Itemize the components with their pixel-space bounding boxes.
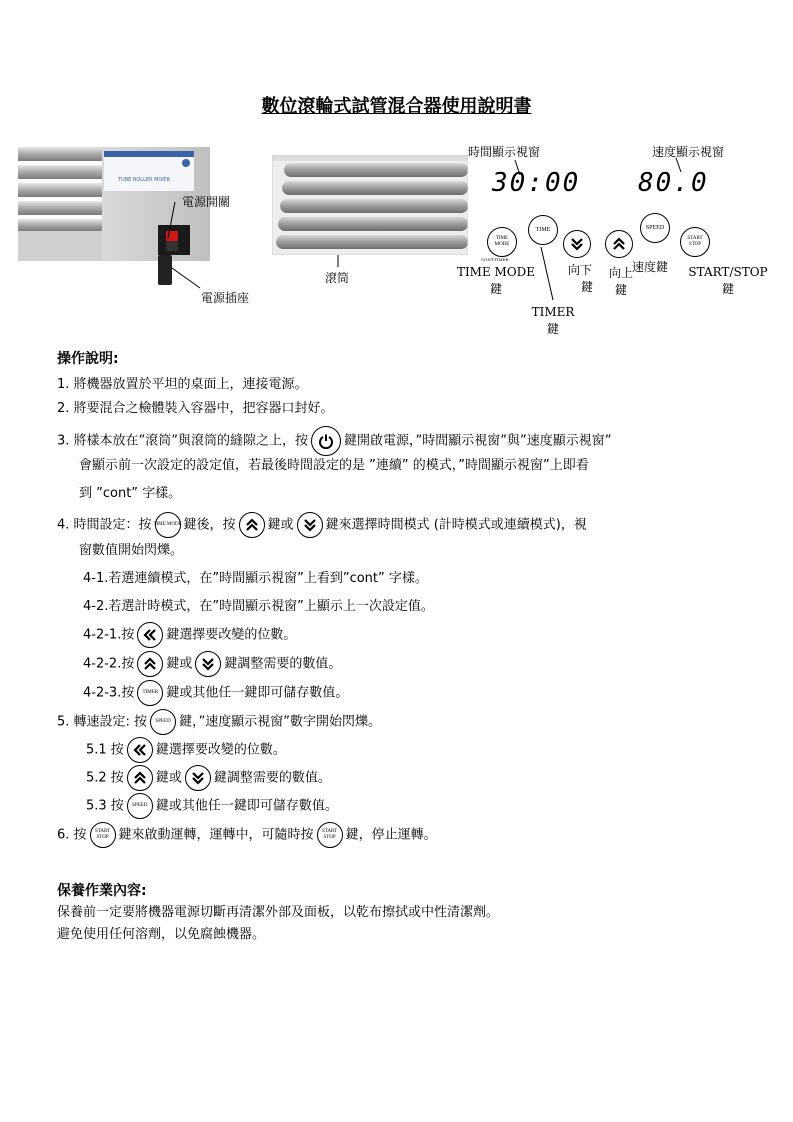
time-mode-button[interactable]: [487, 227, 517, 257]
step-4-1: 4-1.若選連續模式，在”時間顯示視窗”上看到”cont” 字樣。: [83, 571, 428, 586]
roller-illustration: [272, 155, 468, 255]
speed-button[interactable]: [640, 213, 670, 243]
step-4-2-1-text-b: 鍵選擇要改變的位數。: [166, 627, 297, 643]
timer-key-label: [525, 304, 581, 338]
step-4-text-e: 窗數值開始閃爍。: [79, 543, 184, 558]
step-4-2-2: [83, 651, 341, 677]
up-button-inline: [239, 512, 265, 538]
double-chevron-down-icon: [201, 657, 215, 671]
up-button-inline: [127, 765, 153, 791]
step-3-text-d: 到 ”cont” 字樣。: [79, 486, 182, 501]
double-chevron-left-icon: [133, 743, 147, 757]
step-6-text-a: 6. 按: [57, 827, 87, 843]
up-key-name: 向上: [608, 266, 633, 280]
time-mode-key-suffix: 鍵: [489, 282, 502, 296]
stop-inline-text: STOP: [96, 835, 109, 840]
step-4-2-2-text-c: 鍵調整需要的數值。: [224, 656, 342, 672]
time-mode-key-name: TIME MODE: [456, 265, 536, 279]
start-inline-text: START: [94, 829, 111, 834]
step-5-3-text-a: 5.3 按: [86, 798, 124, 814]
time-mode-inline-text: TIME MODE: [153, 522, 182, 527]
step-5-2-text-a: 5.2 按: [86, 770, 124, 786]
up-button[interactable]: [605, 230, 633, 258]
speed-key-label: 速度鍵: [632, 260, 669, 274]
double-chevron-up-icon: [245, 518, 259, 532]
page-title: 數位滾輪式試管混合器使用說明書: [261, 96, 532, 117]
step-4-text-a: 4. 時間設定：按: [57, 517, 152, 533]
double-chevron-left-icon: [143, 628, 157, 642]
step-5-3-text-b: 鍵或其他任一鍵即可儲存數值。: [155, 798, 338, 814]
step-5: [57, 709, 381, 735]
step-3-text-c: 會顯示前一次設定的設定值，若最後時間設定的是 ”連續” 的模式，”時間顯示視窗”上即看: [79, 458, 589, 473]
timer-button[interactable]: [528, 215, 558, 245]
down-key-label: [560, 262, 600, 296]
step-3-line-1: [57, 426, 611, 456]
time-mode-button-text: TIME MODE: [494, 236, 510, 247]
speed-button-text: SPEED: [645, 225, 665, 231]
device-panel-text: TUBE ROLLER MIXER: [118, 177, 170, 183]
up-key-suffix: 鍵: [614, 283, 627, 297]
step-5-2-text-c: 鍵調整需要的數值。: [213, 770, 331, 786]
timer-button-inline: [137, 680, 163, 706]
up-button-inline: [137, 651, 163, 677]
power-switch-label: 電源開關: [182, 195, 231, 209]
step-3-text-b: 鍵開啟電源，”時間顯示視窗”與”速度顯示視窗”: [344, 433, 612, 449]
step-5-text-b: 鍵，”速度顯示視窗”數字開始閃爍。: [179, 714, 382, 730]
speed-inline-text: SPEED: [155, 719, 171, 724]
down-button-inline: [297, 512, 323, 538]
power-button-inline: [311, 426, 341, 456]
start-stop-key-label: [680, 264, 776, 298]
power-icon: [318, 433, 334, 449]
time-display: 30:00: [492, 168, 581, 198]
time-mode-button-sub: CONT-TIMER: [481, 257, 509, 262]
step-4-2: 4-2.若選計時模式，在”時間顯示視窗”上顯示上一次設定值。: [83, 599, 434, 614]
maintenance-heading: 保養作業內容:: [57, 883, 147, 899]
start-stop-key-name: START/STOP: [688, 265, 768, 279]
time-mode-key-label: [454, 264, 538, 298]
device-photo-top: [272, 155, 468, 255]
step-4-2-2-text-a: 4-2-2.按: [83, 656, 135, 672]
double-chevron-up-icon: [612, 237, 626, 251]
double-chevron-up-icon: [133, 771, 147, 785]
down-button[interactable]: [563, 230, 591, 258]
start-stop-button[interactable]: [680, 227, 710, 257]
speed-display: 80.0: [638, 168, 709, 198]
down-button-inline: [195, 651, 221, 677]
step-4-2-3: [83, 680, 348, 706]
step-5-1-text-a: 5.1 按: [86, 742, 124, 758]
left-button-inline: [127, 737, 153, 763]
double-chevron-down-icon: [191, 771, 205, 785]
step-5-1: [86, 737, 286, 763]
double-chevron-down-icon: [303, 518, 317, 532]
time-mode-button-inline: [155, 512, 181, 538]
timer-inline-text: TIMER: [142, 690, 159, 695]
step-6: [57, 822, 437, 848]
time-window-label: 時間顯示視窗: [468, 145, 541, 159]
step-4-2-1-text-a: 4-2-1.按: [83, 627, 135, 643]
step-3-text-a: 3. 將樣本放在”滾筒”與滾筒的縫隙之上，按: [57, 433, 309, 449]
speed-button-inline: [127, 793, 153, 819]
start-stop-button-text: START STOP: [687, 236, 703, 247]
stop-inline-text: STOP: [323, 835, 336, 840]
roller-label: 滾筒: [325, 271, 350, 285]
timer-button-text: TIME: [535, 227, 551, 233]
step-5-text-a: 5. 轉速設定: 按: [57, 714, 148, 730]
speed-button-inline: [150, 709, 176, 735]
timer-key-name: TIMER: [531, 305, 575, 319]
start-inline-text: START: [321, 829, 338, 834]
step-5-2-text-b: 鍵或: [155, 770, 182, 786]
step-4-text-c: 鍵或: [267, 517, 294, 533]
power-socket-label: 電源插座: [201, 291, 250, 305]
step-4-line-1: [57, 512, 587, 538]
left-button-inline: [137, 622, 163, 648]
step-5-1-text-b: 鍵選擇要改變的位數。: [155, 742, 286, 758]
step-4-2-3-text-a: 4-2-3.按: [83, 685, 135, 701]
speed-inline-text: SPEED: [132, 803, 148, 808]
maintenance-line-2: 避免使用任何溶劑，以免腐蝕機器。: [57, 927, 266, 942]
down-key-name: 向下: [567, 263, 592, 277]
start-stop-button-inline: [90, 822, 116, 848]
start-stop-button-inline: [317, 822, 343, 848]
step-4-2-3-text-b: 鍵或其他任一鍵即可儲存數值。: [166, 685, 349, 701]
double-chevron-down-icon: [570, 237, 584, 251]
step-4-text-b: 鍵後，按: [183, 517, 236, 533]
down-button-inline: [185, 765, 211, 791]
step-5-2: [86, 765, 331, 791]
step-1: 1. 將機器放置於平坦的桌面上，連接電源。: [57, 377, 308, 392]
step-4-2-1: [83, 622, 296, 648]
speed-window-label: 速度顯示視窗: [652, 145, 725, 159]
start-stop-key-suffix: 鍵: [721, 282, 734, 296]
step-6-text-c: 鍵，停止運轉。: [345, 827, 437, 843]
step-2: 2. 將要混合之檢體裝入容器中，把容器口封好。: [57, 401, 334, 416]
step-4-text-d: 鍵來選擇時間模式 (計時模式或連續模式)，視: [325, 517, 587, 533]
maintenance-line-1: 保養前一定要將機器電源切斷再清潔外部及面板，以乾布擦拭或中性清潔劑。: [57, 905, 500, 920]
operation-heading: 操作說明:: [57, 351, 119, 367]
double-chevron-up-icon: [143, 657, 157, 671]
down-key-suffix: 鍵: [580, 280, 593, 294]
step-4-2-2-text-b: 鍵或: [166, 656, 193, 672]
timer-key-suffix: 鍵: [546, 322, 559, 336]
step-6-text-b: 鍵來啟動運轉，運轉中，可隨時按: [118, 827, 314, 843]
step-5-3: [86, 793, 338, 819]
